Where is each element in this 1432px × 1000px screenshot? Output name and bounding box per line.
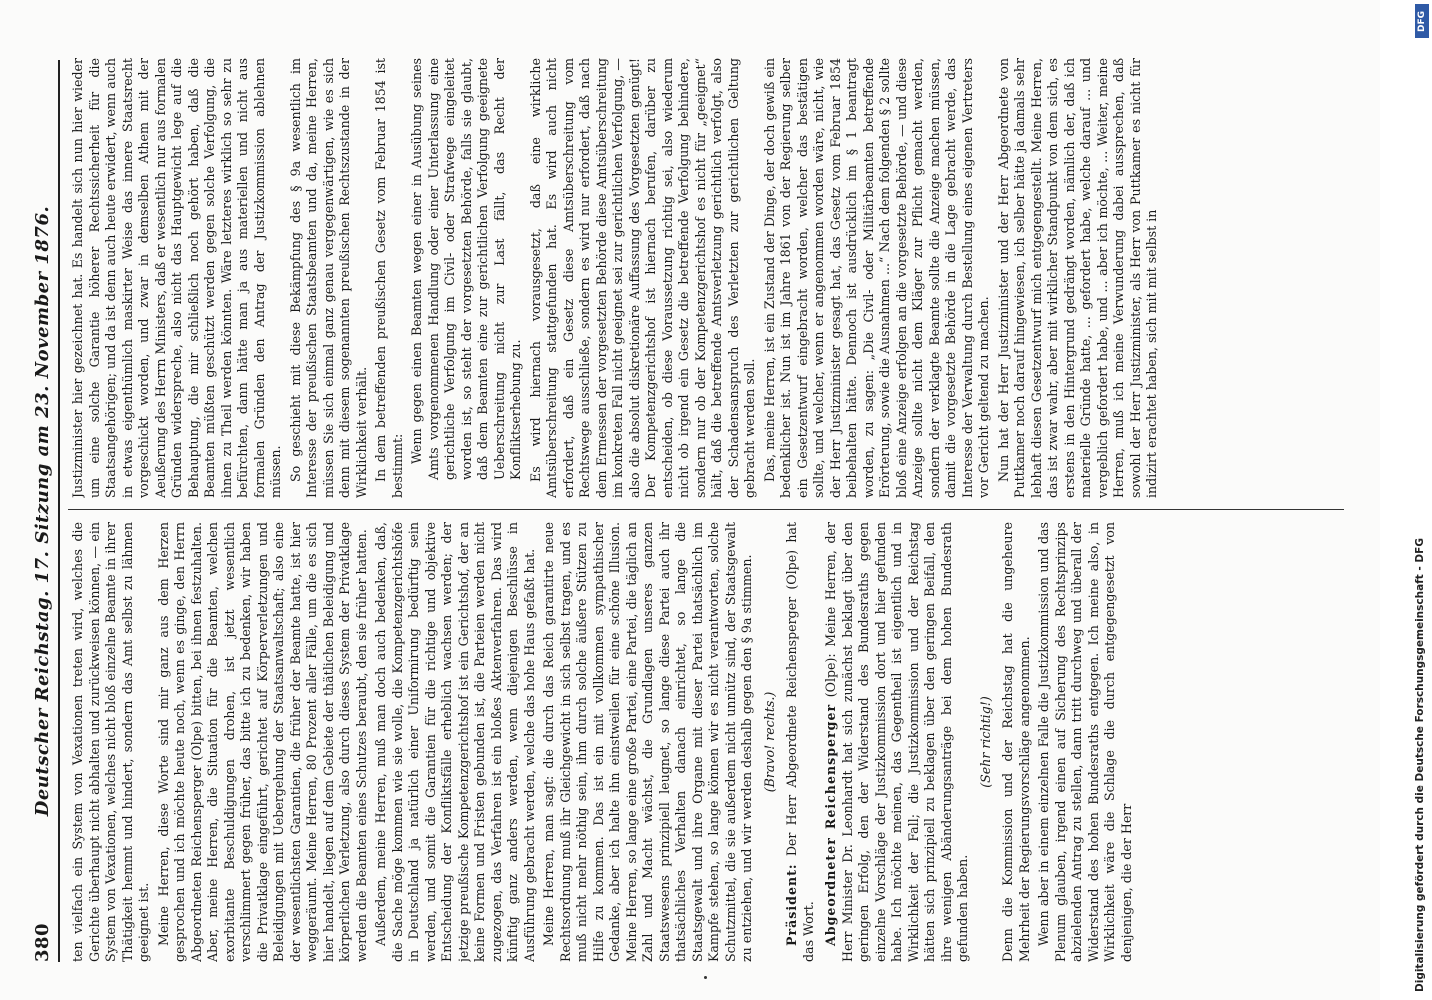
paragraph: Nun hat der Herr Justizminister und der Herr Abgeordnete von Puttkamer noch darauf hingewiesen, ich selber hätte ja damals sehr lebhaft diesen Gesetzentwurf mich entgegengestellt. Meine Herren, das ist zwar wahr, aber mit wirklicher Standpunkt von dem sich, es erstens in den Hintergrund gedrängt worden, nämlich der, daß ich materielle Gründe hatte, ... gefordert habe, welche darauf ... und vergeblich gefordert habe, und ... aber ich möchte, ... Weiter, meine Herren, muß ich meine Verwunderung dabei aussprechen, daß sowohl der Herr Justizminister, als Herr von Puttkamer es nicht für indizirt erachtet haben, sich mit mit selbst in — [995, 58, 1159, 498]
page-number: 380 — [32, 922, 53, 962]
page-title: Deutscher Reichstag. 17. Sitzung am 23. November 1876. — [32, 205, 53, 817]
paragraph: In dem betreffenden preußischen Gesetz vom Februar 1854 ist bestimmt: — [373, 58, 405, 498]
paragraph: Meine Herren, diese Worte sind mir ganz aus dem Herzen gesprochen und ich möchte heute noch, wenn es ginge, den Herrn Abgeordneten Reichensperger (Olpe) bitten, bei ihnen festzuhalten. Aber, meine Herren, die Situation für die Beamten, welchen exorbitante Beschuldigungen drohen, ist jetzt wesentlich verschlimmert gegen früher, das bitte ich zu bedenken, wir haben die Privatklage eingeführt, gerichtet auf Körperverletzungen und Beleidigungen mit Uebergehung der Staatsanwaltschaft; also eine der wesentlichsten Garantien, die früher der Beamte hatte, ist hier weggeräumt. Meine Herren, 80 Prozent aller Fälle, um die es sich hier handelt, liegen auf dem Gebiete der thätlichen Beleidigung und körperlichen Verletzung, also durch dieses System der Privatklage werden die Beamten eines Schutzes beraubt, den sie früher hatten. — [155, 522, 369, 962]
digitization-credit — [1412, 0, 1432, 1000]
speaker-label: Abgeordneter Reichensperger — [823, 703, 838, 946]
right-column — [70, 58, 1340, 498]
applause-note: (Bravo! rechts.) — [761, 691, 777, 793]
paragraph: So geschieht mit diese Bekämpfung des § 9a wesentlich im Interesse der preußischen Staatsbeamten und da, meine Herren, müssen Sie sich einmal ganz genau vergegenwärtigen, wie es sich denn mit diesem sogenannten preußischen Rechtszustande in der Wirklichkeit verhält. — [287, 58, 369, 498]
header-rule — [58, 60, 60, 962]
left-column — [70, 522, 1340, 962]
speaker-paragraph — [823, 522, 972, 962]
paragraph: Außerdem, meine Herren, muß man doch auch bedenken, daß, die Sache möge kommen wie sie wolle, die Kompetenzgerichtshöfe in Deutschland ja natürlich einer Uniformirung bedürftig sein werden, und somit die Garantien für die richtige und objektive Entscheidung der Konfliktsfälle erheblich wachsen werden; der jetzige preußische Kompetenzgerichtshof ist ein Gerichtshof, der an keine Formen und Fristen gebunden ist, die Parteien werden nicht zugezogen, das Verfahren ist ein bloßes Aktenverfahren. Das wird künftig ganz anders werden, wenn diejenigen Beschlüsse in Ausführung gebracht werden, welche das hohe Haus gefaßt hat. — [373, 522, 537, 962]
law-quote: Wenn gegen einen Beamten wegen einer in Ausübung seines Amts vorgenommenen Handlung oder einer Unterlassung eine gerichtliche Verfolgung im Civil- oder Strafwege eingeleitet worden ist, so steht der vorgesetzten Behörde, falls sie glaubt, daß dem Beamten eine zur gerichtlichen Verfolgung geeignete Ueberschreitung nicht zur Last fällt, das Recht der Konfliktserhebung zu. — [409, 58, 523, 480]
paragraph: Denn die Kommission und der Reichstag hat die ungeheure Mehrheit der Regierungsvorschläge angenommen. — [1000, 522, 1032, 962]
paragraph: Es wird hiernach vorausgesetzt, daß eine wirkliche Amtsüberschreitung stattgefunden hat. Es wird auch nicht erfordert, daß ein Gesetz diese Amtsüberschreitung vom Rechtswege ausschließe, sondern es wird nur erfordert, daß nach dem Ermessen der vorgesetzten Behörde diese Amtsüberschreitung im konkreten Fall nicht geeignet sei zur gerichtlichen Verfolgung, — also die absolut diskretionäre Auffassung des Vorgesetzten genügt! Der Kompetenzgerichtshof ist hiernach berufen, darüber zu entscheiden, ob diese Voraussetzung richtig sei, also wiederum nicht ob irgend ein Gesetz die betreffende Verfolgung behindere, sondern nur ob der Kompetenzgerichtshof es nicht für „geeignet“ hält, daß die betreffende Amtsverletzung gerichtlich verfolgt, also der Schadensanspruch des Verletzten zur gerichtlichen Geltung gebracht werden soll. — [527, 58, 757, 498]
credit-text: Digitalisierung gefördert durch die Deutsche Forschungsgemeinschaft - DFG — [1414, 538, 1426, 992]
paragraph: Das, meine Herren, ist ein Zustand der Dinge, der doch gewiß ein bedenklicher ist. Nun ist im Jahre 1861 von der Regierung selber ein Gesetzentwurf eingebracht worden, welcher das bestätigen sollte, und welcher, wenn er angenommen worden wäre, nicht, wie der Herr Justizminister gesagt hat, das Gesetz vom Februar 1854 beibehalten hätte. Dennoch ist ausdrücklich im § 1 beantragt worden, zu sagen: „Die Civil- oder Militärbeamten betreffende Erörterung, sowie die Ausnahmen ...“ Nach dem folgenden § 2 sollte bloß eine Anzeige erfolgen an die vorgesetzte Behörde, — und diese Anzeige sollte nicht dem Kläger zur Pflicht gemacht werden, sondern der verklagte Beamte sollte die Anzeige machen müssen, damit die vorgesetzte Behörde in die Lage gebracht werde, das Interesse der Verwaltung durch Bestellung eines eigenen Vertreters vor Gericht geltend zu machen. — [761, 58, 991, 498]
president-remark — [784, 522, 817, 962]
dfg-logo: DFG — [1415, 4, 1429, 38]
paragraph: Meine Herren, man sagt: die durch das Reich garantirte neue Rechtsordnung muß ihr Gleichgewicht in sich selbst tragen, und es muß nicht mehr nöthig sein, ihm durch solche äußere Stützen zu Hilfe zu kommen. Das ist ein mit vollkommen sympathischer Gedanke, aber ich halte ihn einstweilen für eine schöne Illusion. Meine Herren, so lange eine große Partei, eine Partei, die täglich an Zahl und Macht wächst, die Grundlagen unseres ganzen Staatswesens prinzipiell leugnet, so lange diese Partei auch ihr thatsächliches Verhalten danach einrichtet, so lange die Staatsgewalt und ihre Organe mit dieser Partei thatsächlich im Kampfe stehen, so lange können wir es nicht verantworten, solche Schutzmittel, die sie außerdem nicht unnütz sind, der Staatsgewalt zu entziehen, und wir werden deshalb gegen den § 9a stimmen. — [541, 522, 754, 962]
column-divider — [68, 509, 1344, 510]
applause-note: (Sehr richtig!) — [977, 696, 993, 788]
page-header — [22, 60, 62, 962]
speaker-text: Meine Herren, der Herr Minister Dr. Leonhardt hat sich zunächst beklagt über den geringen Erfolg, den der Widerstand des Bundesraths gegen einzelne Vorschläge der Justizkommission dort und hier gefunden habe. Ich möchte meinen, das Gegentheil ist eigentlich und in Wirklichkeit der Fall; die Justizkommission und der Reichstag hätten sich prinzipiell zu beklagen über den geringen Beifall, den ihre wenigen Abänderungsanträge bei dem hohen Bundesrath gefunden haben. — [823, 522, 970, 962]
paragraph: ten vielfach ein System von Vexationen treten wird, welches die Gerichte überhaupt nicht abhalten und zurückweisen können, — ein System von Vexationen, welches nicht bloß einzelne Beamte in ihrer Thätigkeit hemmt und hindert, sondern das Amt selbst zu lähmen geeignet ist. — [70, 522, 151, 962]
scan-speck — [704, 976, 707, 979]
president-label: Präsident: — [784, 863, 799, 946]
president-text: Der Herr Abgeordnete Reichensperger (Olpe) hat das Wort. — [784, 522, 816, 962]
paragraph: Justizminister hier gezeichnet hat. Es handelt sich nun hier wieder um eine solche Garantie höherer Rechtssicherheit für die Staatsangehörigen; und da ist denn auch heute erwidert, wenn auch in etwas eigenthümlich maskirter Weise das innere Staatsrecht vorgeschickt worden, und zwar in demselben Athem mit der Aeußerung des Herrn Ministers, daß er wesentlich nur aus formalen Gründen widerspreche, also nicht das Hauptgewicht lege auf die Behauptung, die mir schließlich noch gehört haben, daß die Beamten müßten geschützt werden gegen solche Verfolgung, die ihnen zu Theil werden könnten. Wäre letzteres wirklich so sehr zu befürchten, dann hätte man ja aus materiellen und nicht aus formalen Gründen den Antrag der Justizkommission ablehnen müssen. — [70, 58, 283, 498]
speaker-suffix: (Olpe): — [823, 653, 838, 698]
paragraph: Wenn aber in einem einzelnen Falle die Justizkommission und das Plenum glauben, irgend einen auf Sicherung des Rechtsprinzips abzielenden Antrag zu stellen, dann tritt durchweg und überall der Widerstand des hohen Bundesraths entgegen. Ich meine also, in Wirklichkeit wäre die Schlage die durch entgegengesetzt von denjenigen, die der Herr — [1036, 522, 1134, 962]
